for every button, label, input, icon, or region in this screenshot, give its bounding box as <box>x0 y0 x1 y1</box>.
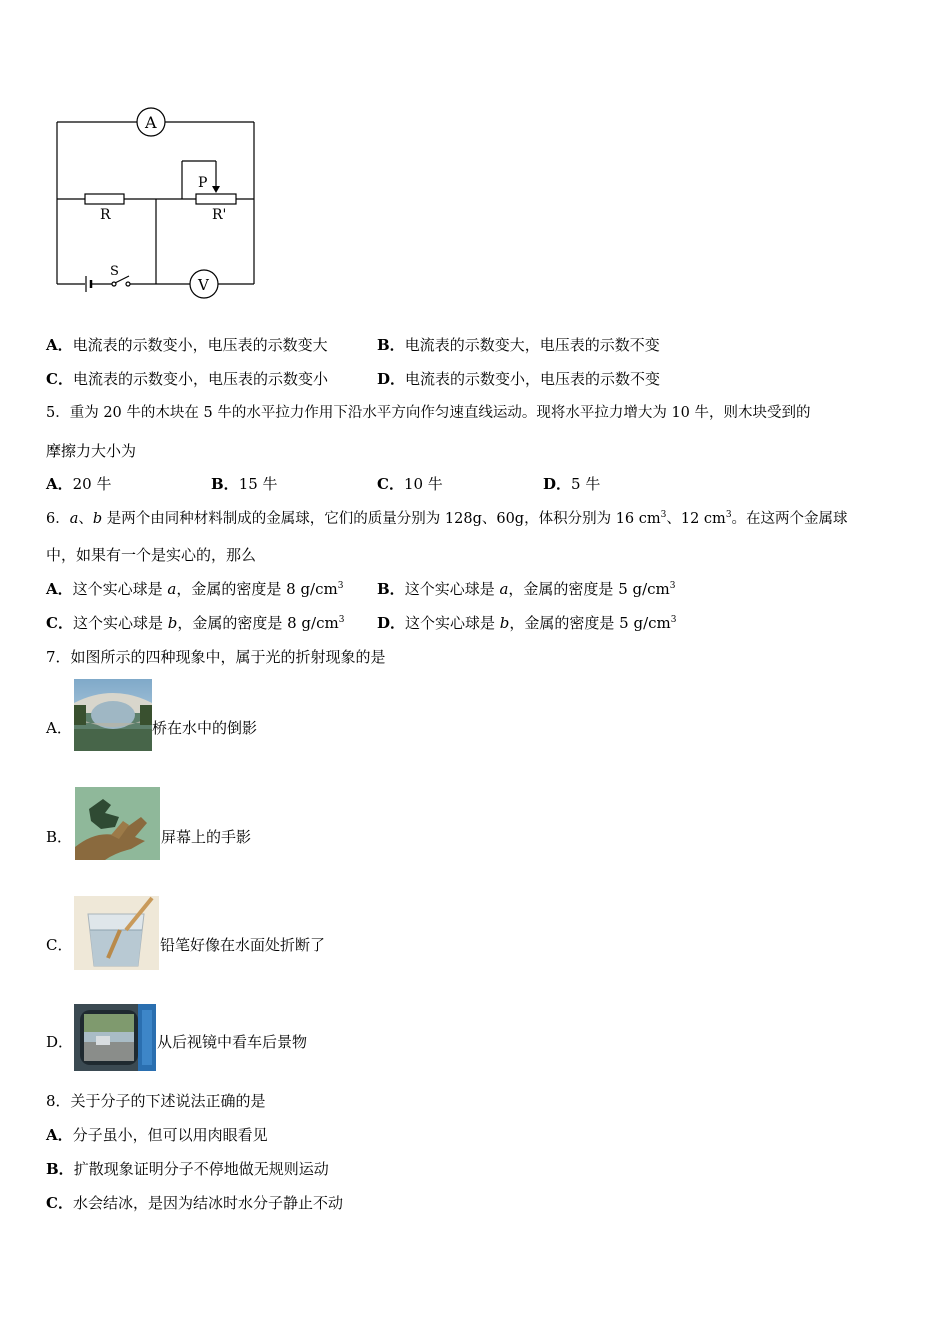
option-text: 这个实心球是 <box>405 614 500 632</box>
q4-option-a <box>46 335 328 355</box>
option-text: 5 牛 <box>571 475 601 493</box>
option-text: 15 牛 <box>238 475 278 493</box>
option-text: ，金属的密度是 8 g/cm <box>177 614 339 632</box>
q7-option-a-letter: A． <box>46 719 72 737</box>
stem-text: 、12 cm <box>666 511 726 527</box>
rheostat-label: R' <box>212 207 227 223</box>
option-text: 扩散现象证明分子不停地做无规则运动 <box>73 1160 329 1178</box>
q4-option-d <box>377 369 660 389</box>
circuit-diagram <box>0 0 300 310</box>
ammeter-label: A <box>145 113 157 132</box>
separator: 、 <box>78 511 93 527</box>
q6-stem-line2: 中，如果有一个是实心的，那么 <box>46 546 257 564</box>
question-number: 6． <box>46 511 70 527</box>
option-text: ，金属的密度是 8 g/cm <box>176 580 338 598</box>
q5-stem-line1: 5．重为 20 牛的木块在 5 牛的水平拉力作用下沿水平方向作匀速直线运动。现将水平拉力增大为 10 牛，则木块受到的 <box>46 405 811 421</box>
ball-letter: b <box>167 614 178 632</box>
q4-option-c <box>46 369 328 389</box>
q5-option-b <box>211 474 278 494</box>
q5-option-d <box>543 474 600 494</box>
option-text: 电流表的示数变小，电压表的示数变大 <box>72 336 328 354</box>
q7-stem: 7．如图所示的四种现象中，属于光的折射现象的是 <box>46 648 386 666</box>
option-letter: B． <box>377 580 405 598</box>
option-text: 分子虽小，但可以用肉眼看见 <box>72 1126 268 1144</box>
stem-text: 是两个由同种材料制成的金属球，它们的质量分别为 128g、60g，体积分别为 16 cm <box>102 511 661 527</box>
option-letter: A． <box>46 1126 73 1144</box>
option-text: 这个实心球是 <box>72 614 168 632</box>
superscript: 3 <box>670 615 677 625</box>
q7-option-b-letter: B． <box>46 828 73 846</box>
option-text: ，金属的密度是 5 g/cm <box>509 614 671 632</box>
option-letter: D． <box>377 614 406 632</box>
option-text: 电流表的示数变大，电压表的示数不变 <box>404 336 660 354</box>
ball-letter: a <box>167 580 177 598</box>
q5-option-a <box>46 474 112 494</box>
option-text: 这个实心球是 <box>72 580 168 598</box>
q6-option-b <box>377 579 676 599</box>
stem-text: 。在这两个金属球 <box>731 511 848 527</box>
option-letter: A． <box>46 580 73 598</box>
battery-icon <box>86 276 91 292</box>
ball-a: a <box>69 511 79 527</box>
rheostat-r-prime <box>196 194 236 204</box>
option-letter: C． <box>46 370 73 388</box>
superscript: 3 <box>338 615 345 625</box>
q6-option-c <box>46 613 344 633</box>
q7-option-c-letter: C． <box>46 936 73 954</box>
q8-option-a <box>46 1125 268 1145</box>
q8-stem: 8．关于分子的下述说法正确的是 <box>46 1092 266 1110</box>
q7-option-a-text: 桥在水中的倒影 <box>152 719 258 737</box>
pencil-in-water-photo-icon <box>74 896 159 970</box>
option-letter: D． <box>377 370 406 388</box>
option-text: 电流表的示数变小，电压表的示数变小 <box>72 370 328 388</box>
superscript: 3 <box>337 581 344 591</box>
switch-label: S <box>110 264 119 279</box>
option-letter: A． <box>46 336 73 354</box>
q7-option-d-text: 从后视镜中看车后景物 <box>157 1033 308 1051</box>
superscript: 3 <box>669 581 676 591</box>
option-text: 20 牛 <box>72 475 112 493</box>
option-text: 电流表的示数变小，电压表的示数不变 <box>405 370 661 388</box>
q7-option-c-text: 铅笔好像在水面处折断了 <box>160 936 326 954</box>
q7-option-d-letter: D． <box>46 1033 74 1051</box>
hand-shadow-photo-icon <box>75 787 160 860</box>
option-letter: C． <box>46 1194 73 1212</box>
option-letter: B． <box>377 336 405 354</box>
ball-letter: b <box>499 614 510 632</box>
option-text: 水会结冰，是因为结冰时水分子静止不动 <box>72 1194 343 1212</box>
ball-letter: a <box>499 580 509 598</box>
option-letter: A． <box>46 475 73 493</box>
resistor-r <box>85 194 124 204</box>
rearview-mirror-photo-icon <box>74 1004 156 1071</box>
slider-arrow-icon <box>212 186 220 193</box>
q4-option-b <box>377 335 660 355</box>
q8-option-b <box>46 1159 329 1179</box>
superscript: 3 <box>725 510 732 520</box>
option-letter: B． <box>211 475 239 493</box>
superscript: 3 <box>660 510 667 520</box>
option-text: 10 牛 <box>403 475 443 493</box>
q8-option-c <box>46 1193 343 1213</box>
bridge-reflection-photo-icon <box>74 679 152 751</box>
voltmeter-label: V <box>198 276 209 294</box>
option-text: 这个实心球是 <box>404 580 500 598</box>
option-letter: C． <box>46 614 73 632</box>
q6-option-a <box>46 579 343 599</box>
slider-label: P <box>198 175 208 191</box>
resistor-label: R <box>100 207 111 223</box>
option-text: ，金属的密度是 5 g/cm <box>508 580 670 598</box>
ball-b: b <box>92 511 103 527</box>
q6-option-d <box>377 613 677 633</box>
q7-option-b-text: 屏幕上的手影 <box>161 828 252 846</box>
q6-stem-line1 <box>46 509 848 529</box>
option-letter: C． <box>377 475 404 493</box>
option-letter: B． <box>46 1160 74 1178</box>
option-letter: D． <box>543 475 572 493</box>
q5-option-c <box>377 474 443 494</box>
q5-stem-line2: 摩擦力大小为 <box>46 442 137 460</box>
